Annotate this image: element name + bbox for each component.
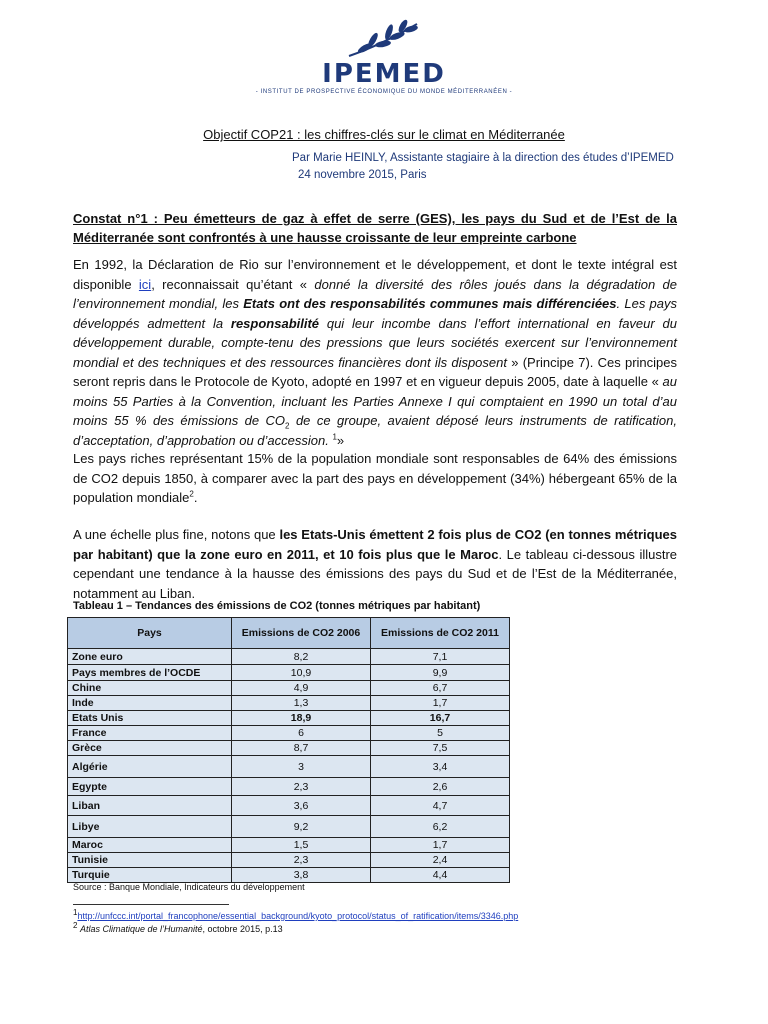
header-pays: Pays	[68, 618, 232, 649]
p1-quote-j: de ce groupe, avaient déposé leurs instruments de ratification, d’acceptation, d’approbation ou d’accession.	[73, 413, 677, 448]
p1-text-a: En 1992, la Déclaration de Rio sur l’environnement et le développement, et dont le texte intégral est disponible	[73, 257, 677, 292]
paragraph-finer-scale	[73, 525, 677, 603]
p1-quote-responsabilite: responsabilité	[230, 315, 320, 331]
byline-author: Par Marie HEINLY, Assistante stagiaire à la direction des études d’IPEMED	[292, 152, 674, 164]
footnote-2-rest: , octobre 2015, p.13	[202, 924, 283, 934]
value-2006-cell: 6	[232, 726, 371, 741]
p1-text-k: »	[336, 432, 345, 448]
country-cell: Pays membres de l’OCDE	[68, 665, 232, 681]
table-header-row	[68, 618, 510, 649]
footnote-ref-1[interactable]: 1	[332, 432, 337, 442]
table-row	[68, 778, 510, 796]
ici-link[interactable]: ici	[138, 276, 152, 292]
value-2006-cell: 9,2	[232, 816, 371, 838]
paragraph-rio	[73, 255, 677, 450]
p1-text-h: » (Principe 7). Ces principes seront repris dans le Protocole de Kyoto, adopté en 1997 et en vigueur depuis 2005, date à laquelle «	[73, 354, 677, 389]
table-row	[68, 681, 510, 696]
table-row	[68, 853, 510, 868]
value-2006-cell: 8,7	[232, 741, 371, 756]
country-cell: Grèce	[68, 741, 232, 756]
p3-text-a: A une échelle plus fine, notons que	[73, 527, 280, 542]
section-heading: Constat n°1 : Peu émetteurs de gaz à effet de serre (GES), les pays du Sud et de l’Est de la Méditerranée sont confrontés à une hausse croissante de leur empreinte carbone	[73, 211, 677, 245]
p1-quote-kyoto: au moins 55 Parties à la Convention, incluant les Parties Annexe I qui comptaient en 1990 un total d’au moins 55 % des émissions de CO	[73, 374, 677, 428]
p2-text: Les pays riches représentant 15% de la population mondiale sont responsables de 64% des émissions de CO2 depuis 1850, à comparer avec la part des pays en développement (34%) hébergeant 65% de la population mondiale	[73, 451, 677, 505]
value-2011-cell: 7,1	[371, 649, 510, 665]
table-row	[68, 665, 510, 681]
country-cell: Chine	[68, 681, 232, 696]
table-source: Source : Banque Mondiale, Indicateurs du développement	[73, 882, 305, 892]
p1-quote-bold: Etats ont des responsabilités communes mais différenciées	[243, 296, 617, 311]
footnote-2-mark: 2	[73, 921, 78, 930]
table-row	[68, 838, 510, 853]
byline-date: 24 novembre 2015, Paris	[298, 169, 427, 181]
country-cell: Turquie	[68, 868, 232, 883]
document-title: Objectif COP21 : les chiffres-clés sur le climat en Méditerranée	[203, 127, 565, 142]
table-row	[68, 649, 510, 665]
country-cell: Algérie	[68, 756, 232, 778]
value-2011-cell: 9,9	[371, 665, 510, 681]
table-row	[68, 868, 510, 883]
value-2006-cell: 2,3	[232, 778, 371, 796]
footnote-1	[73, 908, 519, 921]
value-2011-cell: 4,4	[371, 868, 510, 883]
value-2006-cell: 10,9	[232, 665, 371, 681]
value-2011-cell: 16,7	[371, 711, 510, 726]
p3-text-bold: les Etats-Unis émettent 2 fois plus de CO2 (en tonnes métriques par habitant) que la zone euro en 2011, et 10 fois plus que le Maroc	[73, 527, 678, 562]
logo-tagline: - INSTITUT DE PROSPECTIVE ÉCONOMIQUE DU MONDE MÉDITERRANÉEN -	[255, 89, 513, 95]
ipemed-logo	[0, 18, 768, 96]
header-2011: Emissions de CO2 2011	[371, 618, 510, 649]
footnote-2-title: Atlas Climatique de l’Humanité	[79, 924, 203, 934]
table-row	[68, 711, 510, 726]
logo-name: IPEMED	[322, 59, 446, 89]
value-2006-cell: 3,6	[232, 796, 371, 816]
p1-text-b: , reconnaissait qu’étant «	[151, 276, 315, 292]
value-2011-cell: 1,7	[371, 696, 510, 711]
footnote-1-mark: 1	[73, 908, 78, 917]
p3-text-c: . Le tableau ci-dessous illustre cependant une tendance à la hausse des émissions des pays du Sud et de l’Est de la Méditerranée, notamment au Liban.	[73, 546, 678, 601]
table-row	[68, 756, 510, 778]
value-2006-cell: 1,3	[232, 696, 371, 711]
table-row	[68, 796, 510, 816]
value-2006-cell: 4,9	[232, 681, 371, 696]
emissions-table	[67, 617, 510, 883]
value-2011-cell: 4,7	[371, 796, 510, 816]
table-row	[68, 696, 510, 711]
value-2011-cell: 2,4	[371, 853, 510, 868]
table-row	[68, 816, 510, 838]
country-cell: Zone euro	[68, 649, 232, 665]
country-cell: Inde	[68, 696, 232, 711]
p1-quote-e: . Les pays développés admettent la	[73, 296, 678, 331]
value-2006-cell: 2,3	[232, 853, 371, 868]
footnote-divider	[73, 904, 229, 905]
p1-sub: 2	[285, 421, 290, 431]
footnote-1-link[interactable]: http://unfccc.int/portal_francophone/essential_background/kyoto_protocol/status_of_ratification/items/3346.php	[77, 911, 519, 921]
table-caption: Tableau 1 – Tendances des émissions de CO2 (tonnes métriques par habitant)	[73, 600, 481, 612]
value-2011-cell: 6,2	[371, 816, 510, 838]
country-cell: Maroc	[68, 838, 232, 853]
paragraph-rich-countries	[73, 449, 677, 508]
header-2006: Emissions de CO2 2006	[232, 618, 371, 649]
p2-end: .	[193, 490, 198, 505]
value-2006-cell: 8,2	[232, 649, 371, 665]
value-2011-cell: 7,5	[371, 741, 510, 756]
value-2006-cell: 1,5	[232, 838, 371, 853]
table-row	[68, 726, 510, 741]
value-2011-cell: 3,4	[371, 756, 510, 778]
value-2006-cell: 18,9	[232, 711, 371, 726]
value-2011-cell: 2,6	[371, 778, 510, 796]
country-cell: Tunisie	[68, 853, 232, 868]
value-2011-cell: 1,7	[371, 838, 510, 853]
footnote-ref-2[interactable]: 2	[189, 489, 194, 499]
byline	[292, 150, 674, 184]
p1-quote-g: qui leur incombe dans l’effort international en faveur du développement durable, compte-tenu des pressions que leurs sociétés exercent sur l’environnement mondial et des techniques et des ressources financières dont ils disposent	[73, 315, 677, 370]
country-cell: Egypte	[68, 778, 232, 796]
country-cell: France	[68, 726, 232, 741]
olive-branch-icon	[339, 18, 429, 60]
table-row	[68, 741, 510, 756]
country-cell: Etats Unis	[68, 711, 232, 726]
value-2011-cell: 6,7	[371, 681, 510, 696]
country-cell: Liban	[68, 796, 232, 816]
country-cell: Libye	[68, 816, 232, 838]
p1-quote-a: donné la diversité des rôles joués dans la dégradation de l’environnement mondial, les	[73, 276, 677, 311]
value-2006-cell: 3,8	[232, 868, 371, 883]
footnote-2	[73, 921, 283, 934]
value-2011-cell: 5	[371, 726, 510, 741]
value-2006-cell: 3	[232, 756, 371, 778]
